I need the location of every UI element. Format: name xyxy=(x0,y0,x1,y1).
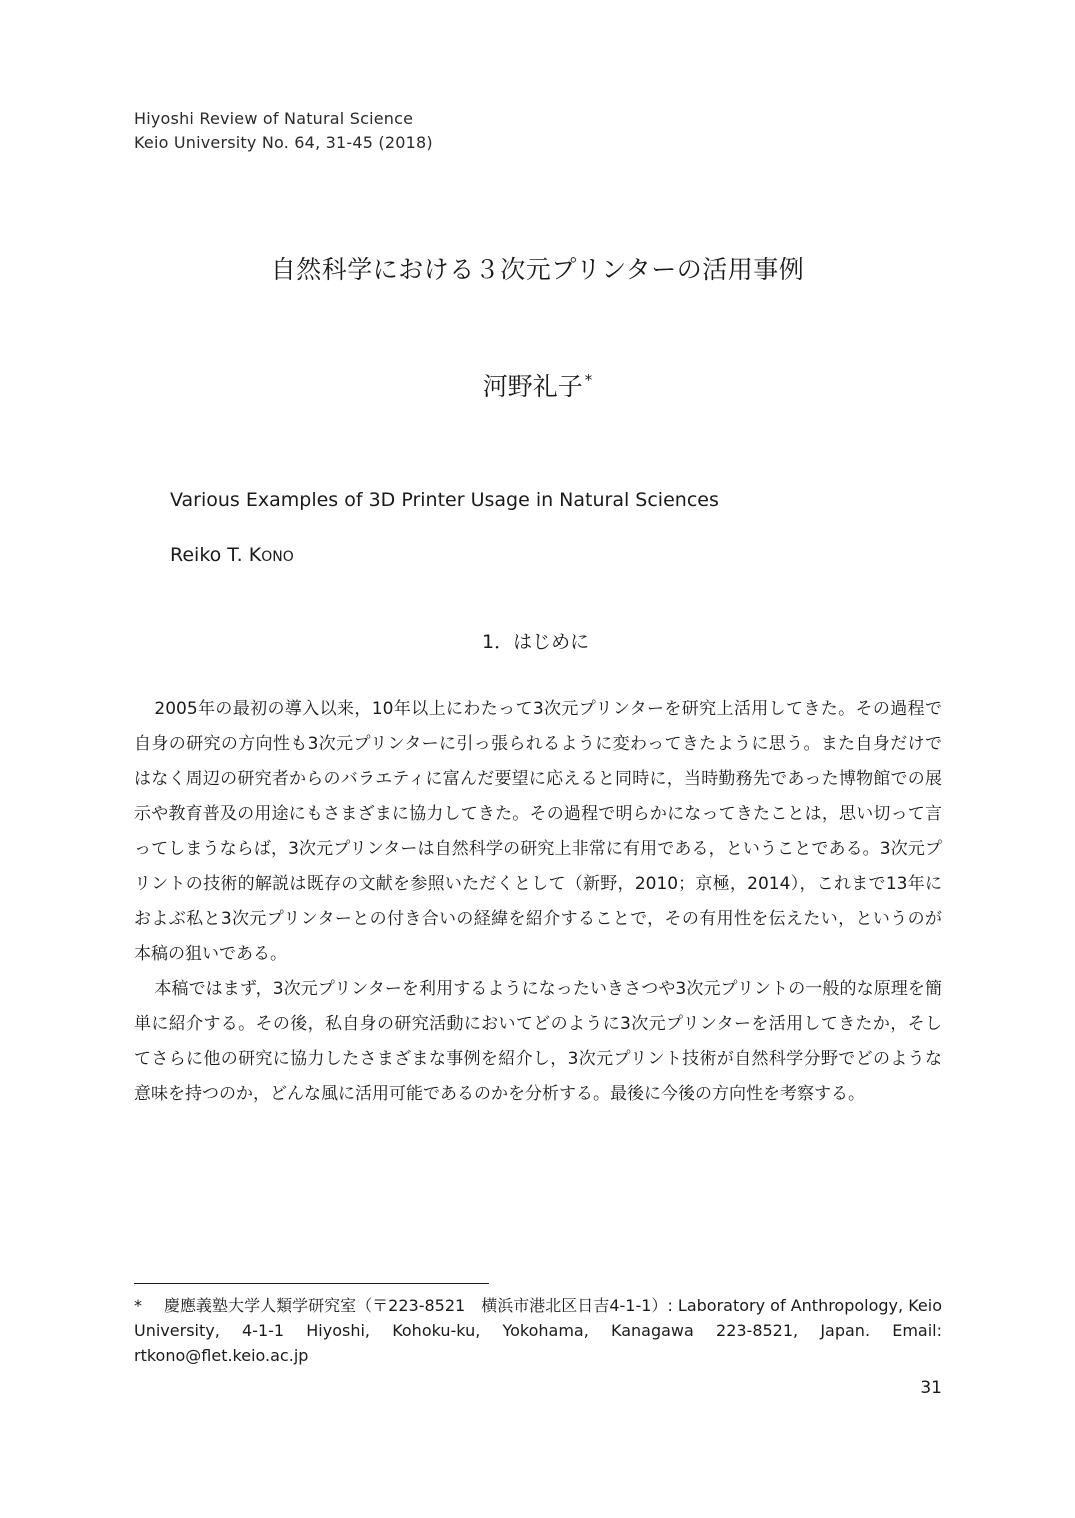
footnote-rule xyxy=(134,1283,489,1284)
page-number: 31 xyxy=(920,1378,942,1398)
paragraph: 本稿ではまず，3次元プリンターを利用するようになったいきさつや3次元プリントの一般的な原理を簡単に紹介する。その後，私自身の研究活動においてどのように3次元プリンターを活用してきたか，そしてさらに他の研究に協力したさまざまな事例を紹介し，3次元プリント技術が自然科学分野でどのような意味を持つのか，どんな風に活用可能であるのかを分析する。最後に今後の方向性を考察する。 xyxy=(134,979,942,1104)
journal-header xyxy=(134,107,433,155)
english-author-given: Reiko T. K xyxy=(170,544,262,566)
footnote-mark: * xyxy=(134,1296,142,1315)
author-name: 河野礼子 xyxy=(482,372,583,401)
author-line xyxy=(0,367,1075,403)
paragraph: 2005年の最初の導入以来，10年以上にわたって3次元プリンターを研究上活用してきた。その過程で自身の研究の方向性も3次元プリンターに引っ張られるように変わってきたように思う。また自身だけではなく周辺の研究者からのバラエティに富んだ要望に応えると同時に，当時勤務先であった博物館での展示や教育普及の用途にもさまざまに協力してきた。その過程で明らかになってきたことは，思い切って言ってしまうならば，3次元プリンターは自然科学の研究上非常に有用である，ということである。3次元プリントの技術的解説は既存の文献を参照いただくとして（新野，2010；京極，2014），これまで13年におよぶ私と3次元プリンターとの付き合いの経緯を紹介することで，その有用性を伝えたい，というのが本稿の狙いである。 xyxy=(134,699,942,964)
english-author-family: ONO xyxy=(261,549,294,565)
author-footnote-mark: * xyxy=(584,371,593,389)
journal-issue: Keio University No. 64, 31-45 (2018) xyxy=(134,133,433,152)
footnote xyxy=(134,1293,942,1368)
body-text xyxy=(134,692,942,1112)
journal-name: Hiyoshi Review of Natural Science xyxy=(134,109,414,128)
english-author xyxy=(170,544,294,566)
footnote-text: 慶應義塾大学人類学研究室（〒223-8521 横浜市港北区日吉4-1-1）: Laboratory of Anthropology, Keio University, 4-1-1 Hiyoshi, Kohoku-ku, Yokohama, Kanagawa 223-8521, Japan. Email: rtkono@flet.keio.ac.jp xyxy=(134,1296,942,1365)
section-heading: 1．はじめに xyxy=(482,631,590,653)
paper-title: 自然科学における３次元プリンターの活用事例 xyxy=(270,255,805,284)
english-title: Various Examples of 3D Printer Usage in Natural Sciences xyxy=(170,489,719,511)
